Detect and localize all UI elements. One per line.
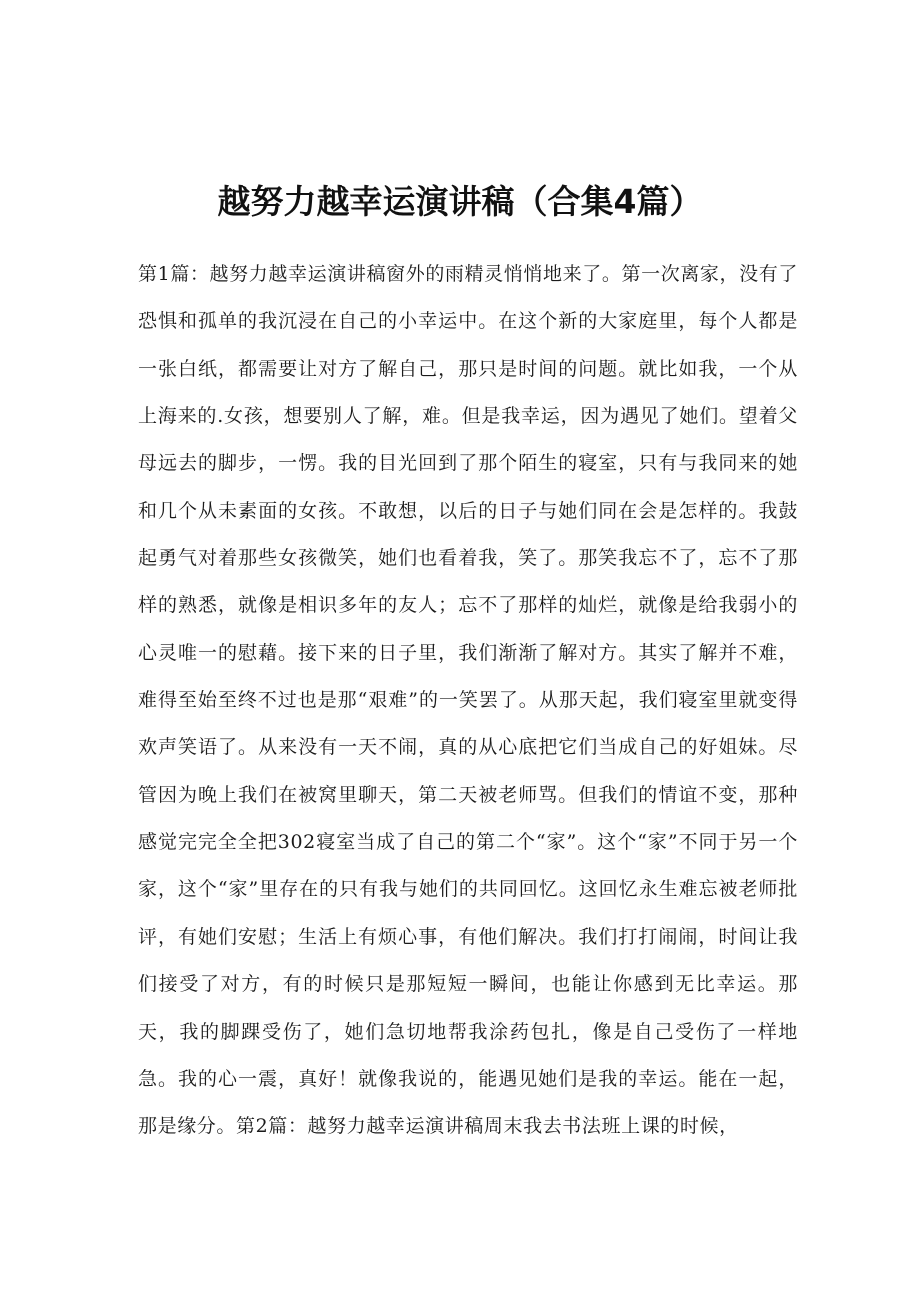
- document-title: 越努力越幸运演讲稿（合集4篇）: [217, 182, 703, 222]
- document-body-text: 第1篇：越努力越幸运演讲稿窗外的雨精灵悄悄地来了。第一次离家，没有了恐惧和孤单的我沉浸在自己的小幸运中。在这个新的大家庭里，每个人都是一张白纸，都需要让对方了解自己，那只是时间的问题。就比如我，一个从上海来的.女孩，想要别人了解，难。但是我幸运，因为遇见了她们。望着父母远去的脚步，一愣。我的目光回到了那个陌生的寝室，只有与我同来的她和几个从未素面的女孩。不敢想，以后的日子与她们同在会是怎样的。我鼓起勇气对着那些女孩微笑，她们也看着我，笑了。那笑我忘不了，忘不了那样的熟悉，就像是相识多年的友人；忘不了那样的灿烂，就像是给我弱小的心灵唯一的慰藉。接下来的日子里，我们渐渐了解对方。其实了解并不难，难得至始至终不过也是那“艰难”的一笑罢了。从那天起，我们寝室里就变得欢声笑语了。从来没有一天不闹，真的从心底把它们当成自己的好姐妹。尽管因为晚上我们在被窝里聊天，第二天被老师骂。但我们的情谊不变，那种感觉完完全全把302寝室当成了自己的第二个“家”。这个“家”不同于另一个家，这个“家”里存在的只有我与她们的共同回忆。这回忆永生难忘被老师批评，有她们安慰；生活上有烦心事，有他们解决。我们打打闹闹，时间让我们接受了对方，有的时候只是那短短一瞬间，也能让你感到无比幸运。那天，我的脚踝受伤了，她们急切地帮我涂药包扎，像是自己受伤了一样地急。我的心一震，真好！就像我说的，能遇见她们是我的幸运。能在一起，那是缘分。第2篇：越努力越幸运演讲稿周末我去书法班上课的时候，: [138, 263, 798, 1138]
